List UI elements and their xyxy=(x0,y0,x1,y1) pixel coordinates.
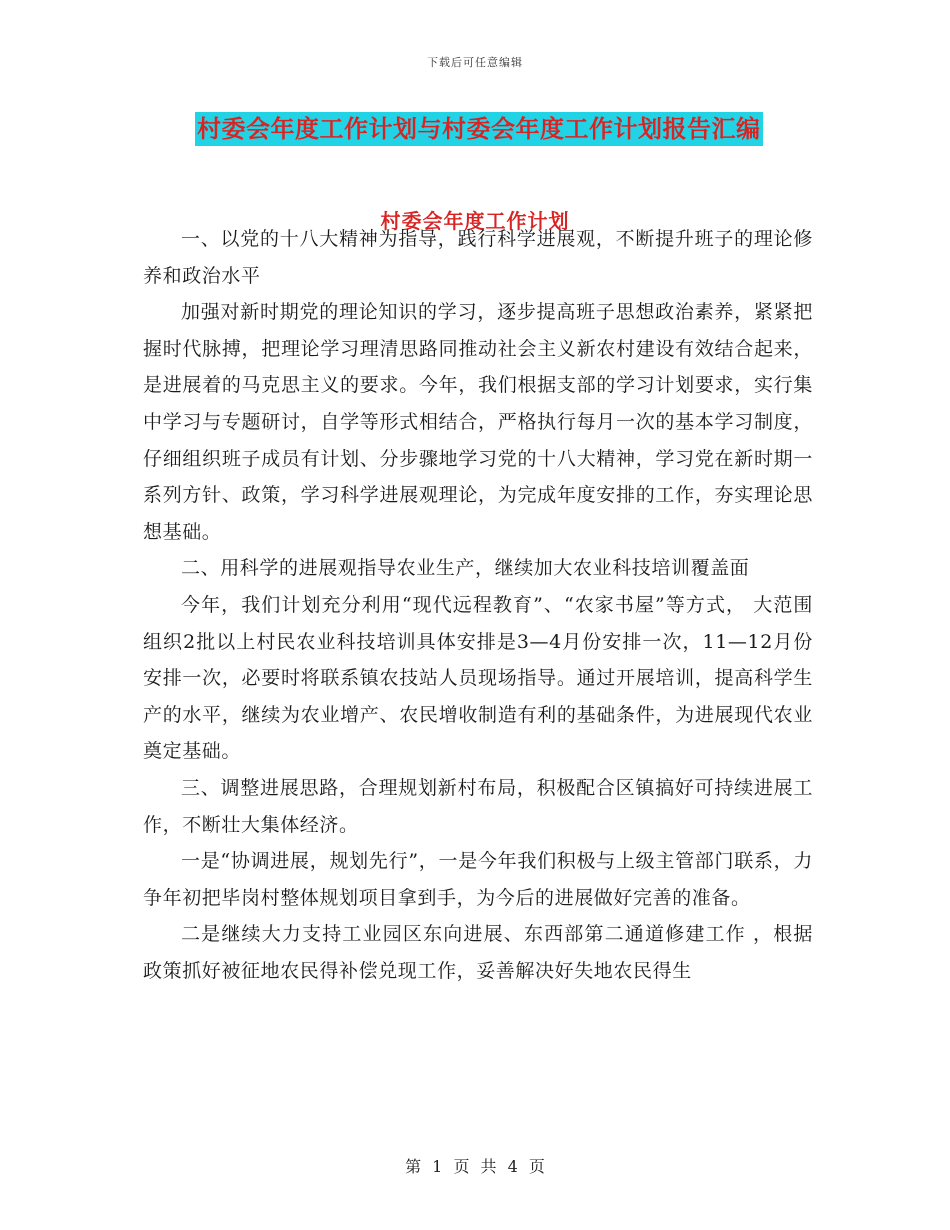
page-number: 第 1 页 共 4 页 xyxy=(405,1157,545,1176)
paragraph-heading-2: 二、用科学的进展观指导农业生产，继续加大农业科技培训覆盖面 xyxy=(181,557,750,580)
section-title: 村委会年度工作计划 xyxy=(380,209,570,233)
header-note: 下载后可任意编辑 xyxy=(427,56,523,69)
document-title: 村委会年度工作计划与村委会年度工作计划报告汇编 xyxy=(195,112,763,146)
paragraph: 今年，我们计划充分利用“现代远程教育”、“农家书屋”等方式， 大范围组织2批以上村民农业科技培训具体安排是3—4月份安排一次，11—12月份安排一次，必要时将联系镇农技站人员现场指导。通过开展培训，提高科学生产的水平，继续为农业增产、农民增收制造有利的基础条件，为进展现代农业奠定基础。 xyxy=(143,593,813,763)
paragraph: 加强对新时期党的理论知识的学习，逐步提高班子思想政治素养，紧紧把握时代脉搏，把理论学习理清思路同推动社会主义新农村建设有效结合起来，是进展着的马克思主义的要求。今年，我们根据支部的学习计划要求，实行集中学习与专题研讨，自学等形式相结合，严格执行每月一次的基本学习制度，仔细组织班子成员有计划、分步骤地学习党的十八大精神，学习党在新时期一系列方针、政策，学习科学进展观理论，为完成年度安排的工作，夯实理论思想基础。 xyxy=(143,301,813,543)
paragraph-heading-1: 一、以党的十八大精神为指导，践行科学进展观，不断提升班子的理论修养和政治水平 xyxy=(143,228,813,287)
document-body xyxy=(143,221,813,989)
paragraph: 二是继续大力支持工业园区东向进展、东西部第二通道修建工作 ，根据政策抓好被征地农民得补偿兑现工作，妥善解决好失地农民得生 xyxy=(143,923,813,982)
paragraph-heading-3: 三、调整进展思路，合理规划新村布局，积极配合区镇搞好可持续进展工作，不断壮大集体经济。 xyxy=(143,776,813,836)
paragraph: 一是“协调进展，规划先行”，一是今年我们积极与上级主管部门联系，力争年初把毕岗村整体规划项目拿到手，为今后的进展做好完善的准备。 xyxy=(143,850,813,909)
